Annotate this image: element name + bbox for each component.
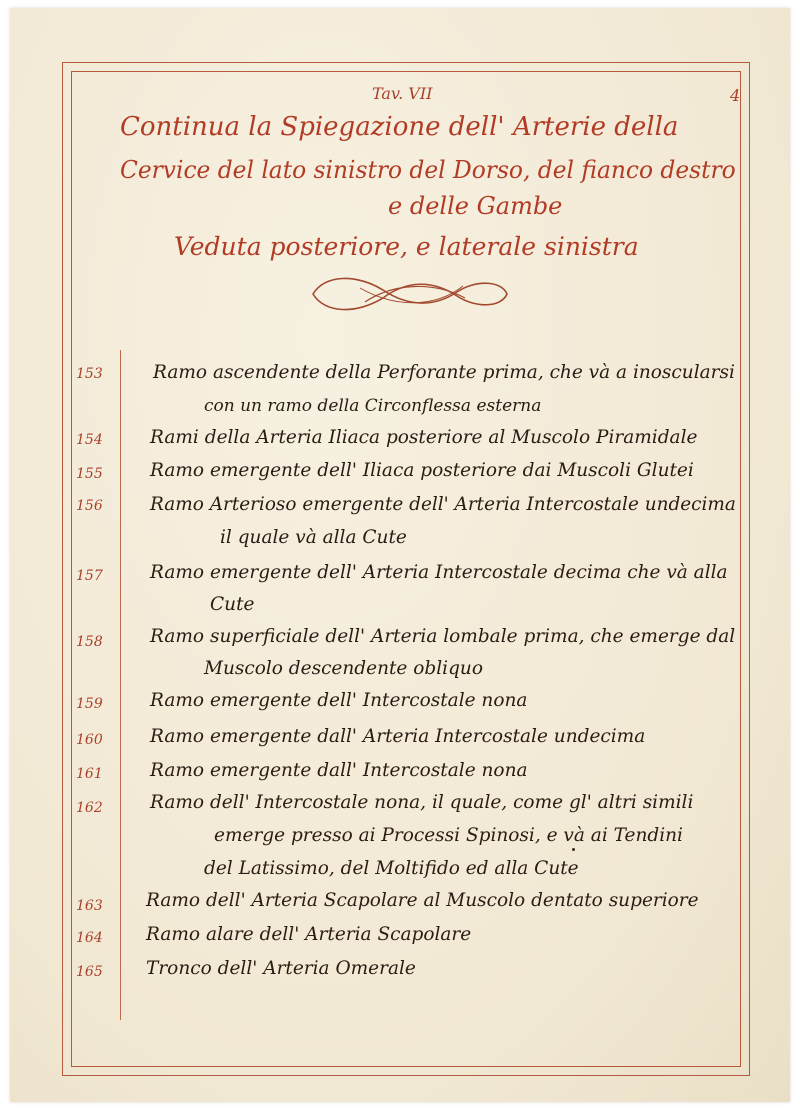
entry-text: Ramo emergente dall' Intercostale nona — [150, 760, 528, 781]
entry-text: il quale và alla Cute — [220, 527, 407, 548]
title-line-1: Continua la Spiegazione dell' Arterie della — [120, 112, 679, 142]
entry-number: 154 — [76, 432, 103, 448]
entry-text: Ramo emergente dell' Arteria Intercostale decima che và alla — [150, 562, 728, 583]
ornamental-flourish-icon — [305, 268, 515, 318]
entry-text: Tronco dell' Arteria Omerale — [146, 958, 416, 979]
entry-number: 165 — [76, 964, 103, 980]
entry-number: 156 — [76, 498, 103, 514]
entry-text: Ramo emergente dell' Intercostale nona — [150, 690, 528, 711]
entry-text: Cute — [210, 594, 255, 615]
entry-text: Ramo superficiale dell' Arteria lombale prima, che emerge dal — [150, 626, 736, 647]
plate-label: Tav. VII — [372, 84, 433, 103]
entry-number: 158 — [76, 634, 103, 650]
entry-number: 161 — [76, 766, 103, 782]
entry-text: Rami della Arteria Iliaca posteriore al Muscolo Piramidale — [150, 427, 698, 448]
entry-number: 157 — [76, 568, 103, 584]
entry-number: 163 — [76, 898, 103, 914]
entry-text: emerge presso ai Processi Spinosi, e và ai Tendini — [214, 825, 683, 846]
entry-number: 159 — [76, 696, 103, 712]
entry-text: del Latissimo, del Moltifido ed alla Cute — [204, 858, 579, 879]
title-line-2: Cervice del lato sinistro del Dorso, del fianco destro — [120, 156, 736, 184]
entry-number: 164 — [76, 930, 103, 946]
page-number: 4 — [730, 86, 741, 105]
entry-number: 155 — [76, 466, 103, 482]
entry-text: Ramo dell' Arteria Scapolare al Muscolo dentato superiore — [146, 890, 699, 911]
entry-number: 153 — [76, 366, 103, 382]
entry-number: 160 — [76, 732, 103, 748]
entry-text: Ramo Arterioso emergente dell' Arteria Intercostale undecima — [150, 494, 736, 515]
entry-text: Ramo dell' Intercostale nona, il quale, come gl' altri simili — [150, 792, 694, 813]
entry-text: Ramo emergente dall' Arteria Intercostale undecima — [150, 726, 646, 747]
entry-text: Ramo emergente dell' Iliaca posteriore dai Muscoli Glutei — [150, 460, 694, 481]
entry-text: Ramo alare dell' Arteria Scapolare — [146, 924, 472, 945]
margin-rule — [120, 350, 121, 1020]
entry-text: Ramo ascendente della Perforante prima, che và a inoscularsi — [153, 362, 735, 383]
title-line-4: Veduta posteriore, e laterale sinistra — [174, 232, 639, 261]
entry-number: 162 — [76, 800, 103, 816]
entry-text: Muscolo descendente obliquo — [204, 658, 483, 679]
ink-dot — [572, 848, 575, 851]
title-line-3: e delle Gambe — [388, 192, 563, 220]
entry-text: con un ramo della Circonflessa esterna — [204, 396, 542, 416]
